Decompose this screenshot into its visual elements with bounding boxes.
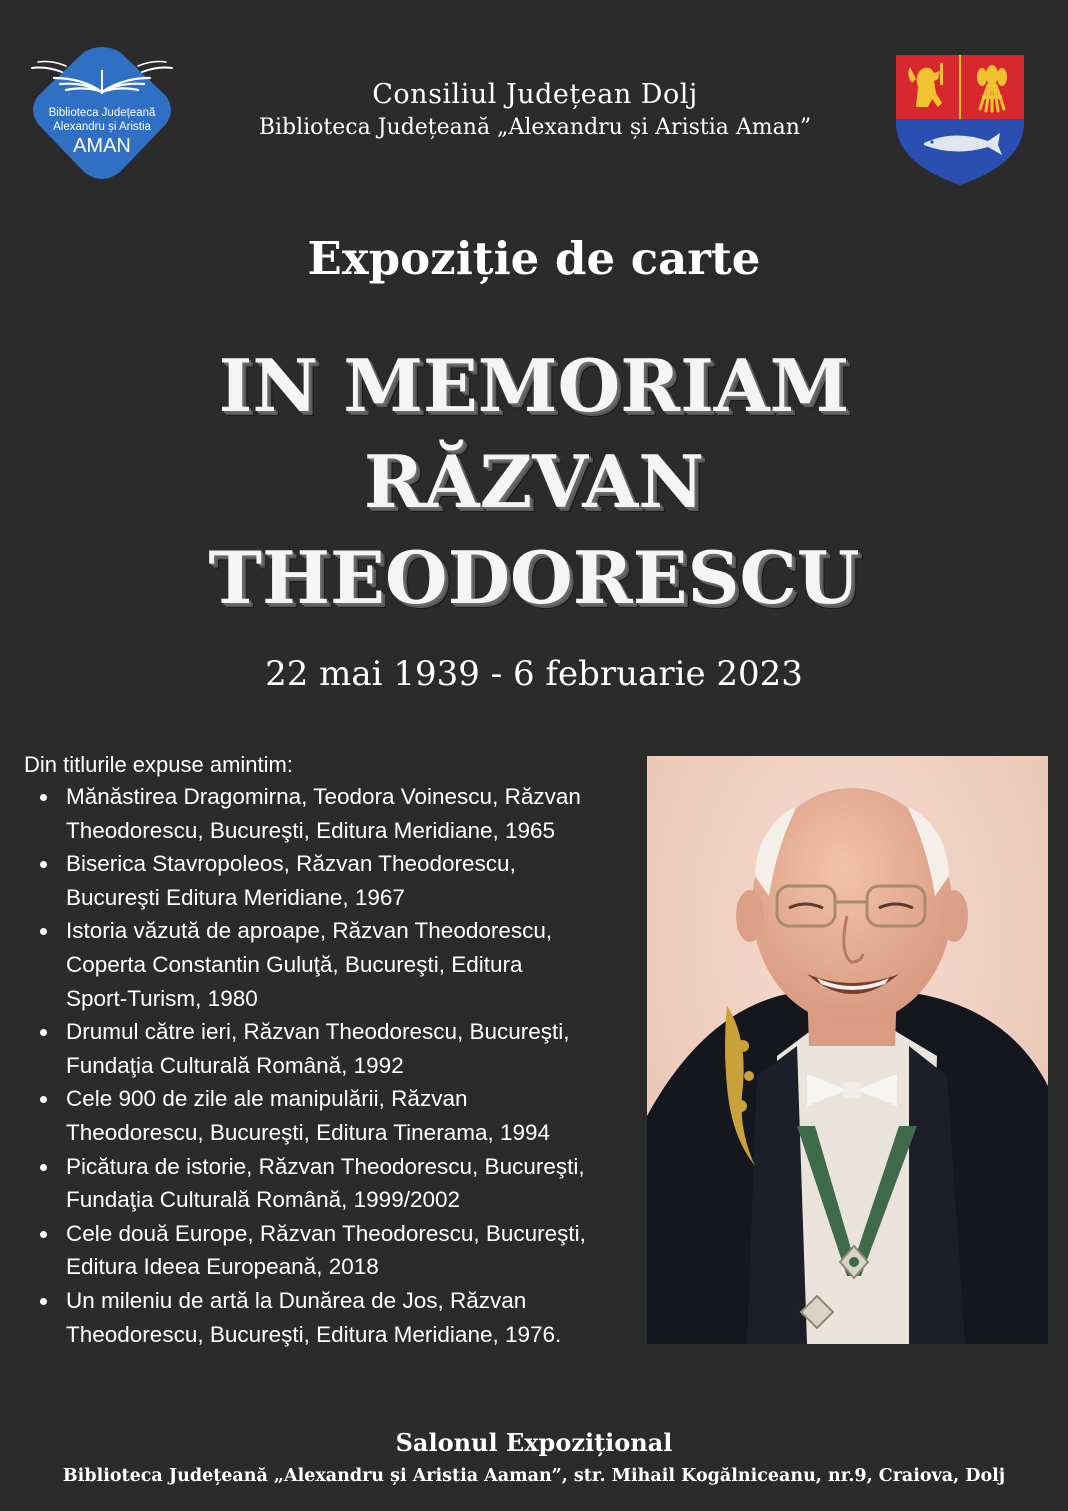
- list-item-line: Istoria văzută de aproape, Răzvan Theodorescu,: [66, 918, 553, 944]
- footer-title: Salonul Expozițional: [395, 1428, 673, 1457]
- library-name: Biblioteca Județeană „Alexandru și Aristia Aman”: [258, 115, 812, 140]
- footer-address: Biblioteca Județeană „Alexandru și Aristia Aaman”, str. Mihail Kogălniceanu, nr.9, Craiova, Dolj: [62, 1466, 1006, 1486]
- header: [180, 78, 890, 144]
- list-item: [24, 1150, 634, 1217]
- list-item-line: Biserica Stavropoleos, Răzvan Theodorescu,: [66, 851, 516, 877]
- coat-of-arms-icon: [894, 53, 1026, 187]
- list-item-line: Editura Ideea Europeană, 2018: [66, 1254, 379, 1280]
- library-logo-icon: [26, 44, 178, 186]
- list-item-line: Fundaţia Culturală Română, 1999/2002: [66, 1187, 461, 1213]
- list-item-line: Drumul către ieri, Răzvan Theodorescu, Bucureşti,: [66, 1019, 570, 1045]
- list-item-line: Theodorescu, Bucureşti, Editura Meridiane, 1976.: [66, 1321, 562, 1347]
- list-item: [24, 780, 634, 847]
- title-line-2: RĂZVAN: [363, 439, 705, 524]
- library-logo: [26, 44, 178, 186]
- portrait-photo: [647, 756, 1048, 1344]
- list-item: [24, 914, 634, 1015]
- logo-line-2: Alexandru și Aristia: [53, 121, 151, 133]
- title-line-3: THEODORESCU: [208, 535, 860, 620]
- list-item: [24, 1217, 634, 1284]
- list-item-line: Theodorescu, Bucureşti, Editura Meridiane, 1965: [66, 817, 556, 843]
- list-item: [24, 1284, 634, 1351]
- coat-of-arms: [894, 53, 1026, 187]
- book-list: [24, 750, 634, 1351]
- list-item: [24, 1082, 634, 1149]
- list-item: [24, 847, 634, 914]
- book-list-intro: Din titlurile expuse amintim:: [24, 752, 293, 777]
- event-type: Expoziție de carte: [307, 232, 761, 285]
- portrait-illustration: [647, 756, 1048, 1344]
- list-item-line: Bucureşti Editura Meridiane, 1967: [66, 884, 405, 910]
- title-line-1: IN MEMORIAM: [218, 343, 850, 428]
- list-item-line: Mănăstirea Dragomirna, Teodora Voinescu, Răzvan: [66, 784, 581, 809]
- life-dates: 22 mai 1939 - 6 februarie 2023: [265, 654, 803, 694]
- logo-line-3: AMAN: [73, 135, 131, 157]
- list-item-line: Sport-Turism, 1980: [66, 985, 258, 1011]
- logo-line-1: Biblioteca Județeană: [48, 107, 156, 119]
- list-item-line: Cele două Europe, Răzvan Theodorescu, Bucureşti,: [66, 1220, 586, 1246]
- organization-name: Consiliul Județean Dolj: [372, 79, 698, 110]
- list-item: [24, 1015, 634, 1082]
- list-item-line: Theodorescu, Bucureşti, Editura Tinerama, 1994: [66, 1119, 551, 1145]
- list-item-line: Fundaţia Culturală Română, 1992: [66, 1052, 404, 1078]
- main-title: [0, 338, 1068, 626]
- list-item-line: Un mileniu de artă la Dunărea de Jos, Răzvan: [66, 1287, 527, 1313]
- list-item-line: Picătura de istorie, Răzvan Theodorescu, Bucureşti,: [66, 1153, 585, 1179]
- book-items: [24, 780, 634, 1351]
- list-item-line: Coperta Constantin Guluţă, Bucureşti, Editura: [66, 951, 523, 977]
- list-item-line: Cele 900 de zile ale manipulării, Răzvan: [66, 1086, 468, 1112]
